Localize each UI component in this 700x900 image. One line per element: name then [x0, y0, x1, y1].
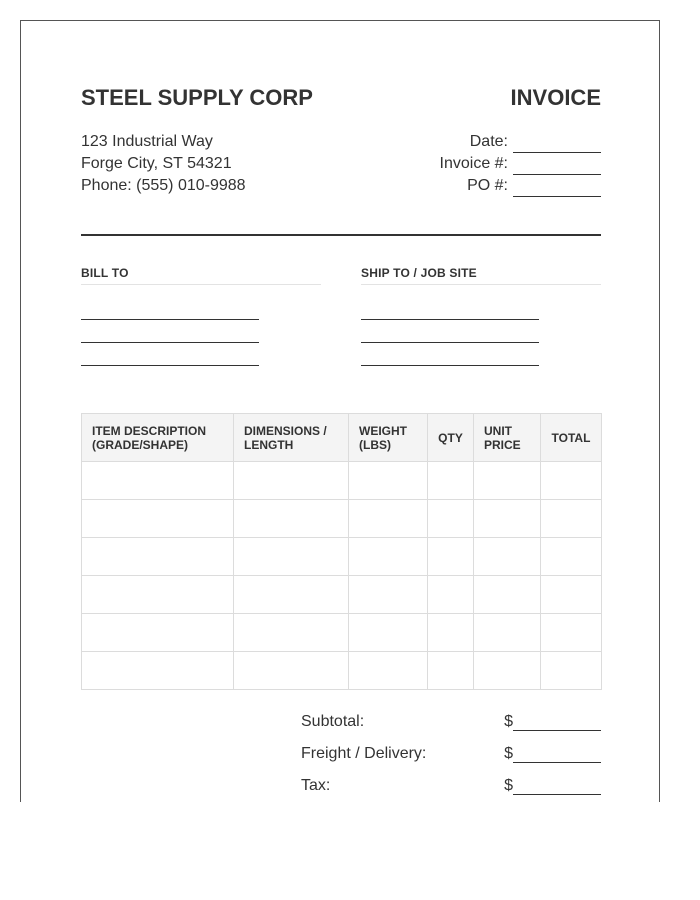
table-cell[interactable]	[82, 462, 234, 500]
table-cell[interactable]	[474, 462, 541, 500]
table-cell[interactable]	[349, 652, 428, 690]
col-total: TOTAL	[541, 414, 602, 462]
subtotal-row	[301, 713, 601, 745]
ship-to-line[interactable]	[361, 343, 539, 366]
table-cell[interactable]	[474, 614, 541, 652]
table-cell[interactable]	[541, 652, 602, 690]
ship-to-lines	[361, 297, 601, 366]
totals-section	[301, 713, 601, 802]
ship-to-line[interactable]	[361, 320, 539, 343]
table-cell[interactable]	[349, 576, 428, 614]
table-cell[interactable]	[234, 538, 349, 576]
currency-symbol: $	[504, 777, 513, 794]
table-cell[interactable]	[428, 614, 474, 652]
table-row	[82, 500, 602, 538]
table-cell[interactable]	[82, 652, 234, 690]
bill-to-line[interactable]	[81, 320, 259, 343]
address-phone: Phone: (555) 010-9988	[81, 177, 246, 194]
table-cell[interactable]	[234, 576, 349, 614]
line-items-table	[81, 413, 602, 690]
ship-to-line[interactable]	[361, 297, 539, 320]
date-row	[440, 131, 601, 153]
table-row	[82, 614, 602, 652]
col-qty: QTY	[428, 414, 474, 462]
freight-field[interactable]	[513, 745, 601, 763]
col-item-description: ITEM DESCRIPTION (GRADE/SHAPE)	[82, 414, 234, 462]
table-cell[interactable]	[82, 500, 234, 538]
currency-symbol: $	[504, 713, 513, 730]
company-address	[81, 131, 246, 197]
ship-to-section	[361, 266, 601, 366]
tax-field[interactable]	[513, 777, 601, 795]
address-city: Forge City, ST 54321	[81, 155, 232, 172]
table-cell[interactable]	[428, 500, 474, 538]
table-cell[interactable]	[349, 538, 428, 576]
address-street: 123 Industrial Way	[81, 133, 213, 150]
table-cell[interactable]	[428, 462, 474, 500]
ship-to-heading: SHIP TO / JOB SITE	[361, 266, 601, 285]
table-cell[interactable]	[474, 538, 541, 576]
invoice-meta	[440, 131, 601, 197]
tax-row	[301, 777, 601, 802]
table-header-row	[82, 414, 602, 462]
table-cell[interactable]	[541, 538, 602, 576]
freight-label: Freight / Delivery:	[301, 745, 427, 762]
bill-to-lines	[81, 297, 321, 366]
table-row	[82, 652, 602, 690]
table-cell[interactable]	[82, 614, 234, 652]
table-cell[interactable]	[234, 462, 349, 500]
table-cell[interactable]	[428, 576, 474, 614]
table-cell[interactable]	[234, 652, 349, 690]
table-cell[interactable]	[541, 576, 602, 614]
table-cell[interactable]	[234, 614, 349, 652]
invoice-number-field[interactable]	[513, 158, 601, 175]
subtotal-value	[504, 713, 601, 731]
currency-symbol: $	[504, 745, 513, 762]
table-cell[interactable]	[428, 652, 474, 690]
table-cell[interactable]	[428, 538, 474, 576]
bill-to-section	[81, 266, 321, 366]
tax-value	[504, 777, 601, 795]
table-cell[interactable]	[82, 576, 234, 614]
table-cell[interactable]	[82, 538, 234, 576]
bill-to-heading: BILL TO	[81, 266, 321, 285]
table-cell[interactable]	[474, 652, 541, 690]
subtotal-field[interactable]	[513, 713, 601, 731]
tax-label: Tax:	[301, 777, 331, 794]
po-number-row	[440, 175, 601, 197]
table-cell[interactable]	[474, 576, 541, 614]
table-cell[interactable]	[349, 500, 428, 538]
col-dimensions: DIMENSIONS / LENGTH	[234, 414, 349, 462]
table-cell[interactable]	[349, 462, 428, 500]
date-field[interactable]	[513, 136, 601, 153]
po-number-label: PO #:	[467, 177, 508, 194]
invoice-page	[20, 20, 660, 802]
col-unit-price: UNIT PRICE	[474, 414, 541, 462]
freight-value	[504, 745, 601, 763]
invoice-number-label: Invoice #:	[439, 155, 508, 172]
table-row	[82, 462, 602, 500]
table-cell[interactable]	[474, 500, 541, 538]
freight-row	[301, 745, 601, 777]
col-weight: WEIGHT (LBS)	[349, 414, 428, 462]
table-cell[interactable]	[541, 462, 602, 500]
bill-to-line[interactable]	[81, 297, 259, 320]
table-row	[82, 576, 602, 614]
table-cell[interactable]	[541, 500, 602, 538]
bill-to-line[interactable]	[81, 343, 259, 366]
document-title: INVOICE	[510, 85, 601, 110]
table-cell[interactable]	[541, 614, 602, 652]
invoice-number-row	[440, 153, 601, 175]
table-cell[interactable]	[349, 614, 428, 652]
date-label: Date:	[469, 133, 508, 150]
po-number-field[interactable]	[513, 180, 601, 197]
header-divider	[81, 234, 601, 236]
table-row	[82, 538, 602, 576]
subtotal-label: Subtotal:	[301, 713, 365, 730]
table-cell[interactable]	[234, 500, 349, 538]
company-name: STEEL SUPPLY CORP	[81, 85, 313, 110]
